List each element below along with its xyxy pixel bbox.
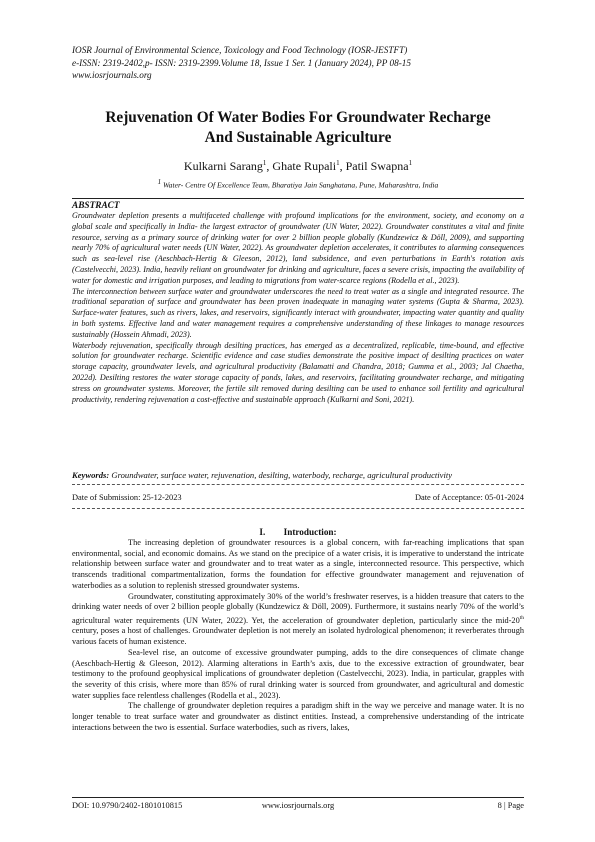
footer-website[interactable]: www.iosrjournals.org	[261, 801, 335, 810]
keywords	[72, 470, 524, 481]
author-separator: ,	[266, 159, 273, 173]
introduction-body	[72, 538, 524, 733]
section-heading-introduction: I. Introduction:	[259, 527, 337, 537]
abstract-paragraph-2: The interconnection between surface water and groundwater underscores the need to treat water as a single and integrated resource. The traditional separation of surface and groundwater has been proven inadequate in managing water systems (Gupta & Sharma, 2023). Surface-water features, such as rivers, lakes, and reservoirs, significantly interact with groundwater, impacting water quantity and quality in both systems. Effective land and water management requires a comprehensive understanding of these linkages to manage resources sustainably (Hossein Ahmadi, 2023).	[72, 286, 524, 339]
keywords-label: Keywords:	[72, 470, 110, 480]
footer-page-number: 8 | Page	[497, 801, 524, 810]
author-2: Ghate Rupali	[272, 159, 337, 173]
affiliation-mark: 1	[157, 178, 162, 186]
footer-doi[interactable]: DOI: 10.9790/2402-1801010815	[72, 801, 183, 810]
body-paragraph-2-part-1: Groundwater, constituting approximately 30% of the world’s freshwater reserves, is a hidden treasure that caters to the drinking water needs of over 2 billion people globally (Kundzewicz & Döll, 2009). Furthermore, it sustains nearly 70% of the world’s agricultural water requirements (UN Water, 2022). Yet, the acceleration of groundwater depletion, particularly since the mid-20	[72, 591, 524, 625]
paper-title	[72, 108, 524, 148]
dates-divider	[72, 508, 524, 509]
body-paragraph-3: Sea-level rise, an outcome of excessive groundwater pumping, adds to the dire consequences of climate change (Aeschbach-Hertig & Gleeson, 2012). Alarming alterations in Earth’s axis, due to the excessive extraction of groundwater, bear testimony to the profound geophysical implications of groundwater depletion (Castelvecchi, 2023). India, in particular, grapples with the severity of this crisis, where more than 85% of rural drinking water is sourced from groundwater, and agricultural and domestic water supplies face relentless challenges (Rodella et al., 2023).	[72, 647, 524, 700]
affiliation	[72, 177, 524, 191]
ordinal-superscript: th	[519, 614, 524, 621]
body-paragraph-2	[72, 592, 524, 648]
keywords-divider	[72, 484, 524, 485]
author-3-affil-mark: 1	[408, 159, 413, 167]
author-1-affil-mark: 1	[262, 159, 267, 167]
journal-name: IOSR Journal of Environmental Science, Toxicology and Food Technology (IOSR-JESTFT)	[72, 45, 408, 55]
journal-header	[72, 44, 532, 82]
title-line-1: Rejuvenation Of Water Bodies For Groundwater Recharge	[105, 109, 491, 126]
author-1: Kulkarni Sarang	[183, 159, 263, 173]
body-paragraph-1: The increasing depletion of groundwater resources is a global concern, with far-reaching implications that span environmental, social, and economic domains. As we stand on the precipice of a water crisis, it is imperative to understand the intricate relationship between surface water and groundwater and to treat water as a single, interconnected resource. This perspective, which transcends traditional compartmentalization, forms the foundation for effective groundwater management and rejuvenation of waterbodies as a solution to replenish stressed groundwater systems.	[72, 538, 524, 590]
body-paragraph-4: The challenge of groundwater depletion requires a paradigm shift in the way we perceive and manage water. It is no longer tenable to treat surface water and groundwater as distinct entities. Instead, a comprehensive understanding of the intricate interactions between the two is essential. Surface waterbodies, such as rivers, lakes,	[72, 701, 524, 732]
body-paragraph-2-part-2: century, poses a host of challenges. Groundwater depletion is not merely an isolated hydrological phenomenon; it reverberates through various facets of human existence.	[72, 626, 524, 647]
abstract-paragraph-3: Waterbody rejuvenation, specifically through desilting practices, has emerged as a decentralized, replicable, time-bound, and effective solution for groundwater recharge. Scientific evidence and case studies demonstrate the positive impact of desilting practices on water storage capacity, groundwater levels, and agricultural productivity (Balamatti and Chandra, 2018; Gumma et al., 2003; Jal Chaetha, 2022d). Desilting restores the water storage capacity of ponds, lakes, and reservoirs, facilitating groundwater recharge, and mitigating stress on groundwater systems. Moreover, the fertile silt removed during desilting can be used to enhance soil fertility and agricultural productivity, rendering rejuvenation a cost-effective and sustainable approach (Kulkarni and Soni, 2021).	[72, 340, 524, 404]
abstract-heading: ABSTRACT	[72, 201, 120, 211]
author-list	[72, 156, 524, 174]
abstract-body	[72, 211, 524, 405]
top-divider	[72, 198, 524, 199]
journal-website[interactable]: www.iosrjournals.org	[72, 70, 152, 80]
footer-divider	[72, 797, 524, 798]
affiliation-text: Water- Centre Of Excellence Team, Bharatiya Jain Sanghatana, Pune, Maharashtra, India	[161, 180, 439, 190]
author-separator: ,	[339, 159, 346, 173]
submission-date: Date of Submission: 25-12-2023	[72, 493, 182, 502]
keywords-text: Groundwater, surface water, rejuvenation, desilting, waterbody, recharge, agricultural productivity	[109, 470, 453, 480]
abstract-paragraph-1: Groundwater depletion presents a multifaceted challenge with profound implications for the environment, society, and economy on a global scale and specifically in India- the largest extractor of groundwater (UN Water, 2022). Groundwater constitutes a vital and finite resource, serving as a primary source of drinking water for over 2 billion people globally (Kundzewicz & Döll, 2009), and supporting nearly 70% of agricultural water needs (UN Water, 2022). As groundwater depletion accelerates, it contributes to alarming consequences such as sea-level rise (Aeschbach-Hertig & Gleeson, 2012), land subsidence, and even perturbations in Earth's rotation axis (Castelvecchi, 2023). India, heavily reliant on groundwater for drinking and agriculture, faces a severe crisis, impacting the availability of water for domestic and irrigation purposes, and leading to migrations from water-scarce regions (Rodella et al., 2023).	[72, 211, 524, 285]
author-2-affil-mark: 1	[336, 159, 340, 167]
journal-issn: e-ISSN: 2319-2402,p- ISSN: 2319-2399.Volume 18, Issue 1 Ser. 1 (January 2024), PP 08-15	[72, 57, 411, 68]
author-3: Patil Swapna	[345, 159, 409, 173]
acceptance-date: Date of Acceptance: 05-01-2024	[414, 493, 524, 502]
title-line-2: And Sustainable Agriculture	[204, 129, 392, 146]
